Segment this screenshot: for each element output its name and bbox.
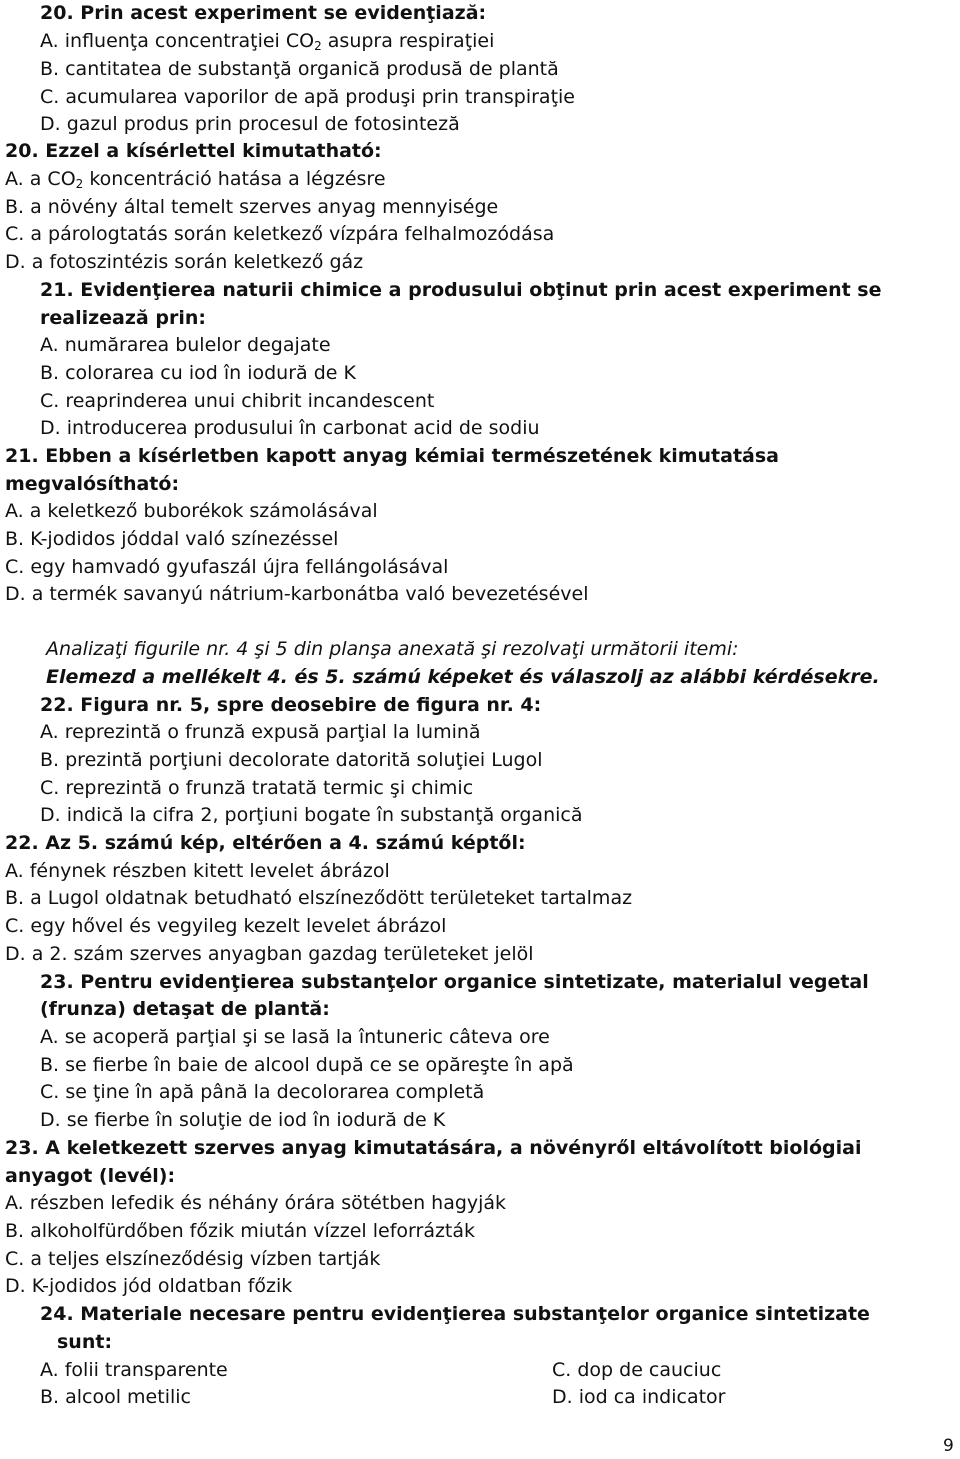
question-21-hu-option-a: A. a keletkező buborékok számolásával <box>5 500 378 522</box>
page-number: 9 <box>943 1436 954 1456</box>
question-22-ro-option-b: B. prezintă porţiuni decolorate datorită soluţiei Lugol <box>40 749 543 771</box>
instructions-hu: Elemezd a mellékelt 4. és 5. számú képeket és válaszolj az alábbi kérdésekre. <box>46 666 880 688</box>
question-24-ro-option-b: B. alcool metilic <box>40 1386 191 1408</box>
question-22-hu-option-a: A. fénynek részben kitett levelet ábrázol <box>5 860 390 882</box>
question-21-hu-heading-line2: megvalósítható: <box>5 473 180 495</box>
question-21-hu-option-d: D. a termék savanyú nátrium-karbonátba való bevezetésével <box>5 583 589 605</box>
question-23-hu-option-d: D. K-jodidos jód oldatban főzik <box>5 1275 293 1297</box>
question-20-hu-option-c: C. a párologtatás során keletkező vízpára felhalmozódása <box>5 223 555 245</box>
question-23-hu-option-b: B. alkoholfürdőben főzik miután vízzel leforrázták <box>5 1220 476 1242</box>
question-22-hu-option-c: C. egy hővel és vegyileg kezelt levelet ábrázol <box>5 915 447 937</box>
question-22-hu-heading: 22. Az 5. számú kép, eltérően a 4. számú képtől: <box>5 832 526 854</box>
question-22-hu-option-d: D. a 2. szám szerves anyagban gazdag területeket jelöl <box>5 943 534 965</box>
question-21-ro-option-c: C. reaprinderea unui chibrit incandescent <box>40 390 435 412</box>
question-24-ro-option-c: C. dop de cauciuc <box>552 1359 722 1381</box>
question-21-hu-option-b: B. K-jodidos jóddal való színezéssel <box>5 528 339 550</box>
question-23-hu-heading-line1: 23. A keletkezett szerves anyag kimutatására, a növényről eltávolított biológiai <box>5 1137 862 1159</box>
question-20-hu-option-a: A. a $CO_2$ koncentráció hatása a légzésre <box>5 168 386 191</box>
question-21-ro-heading-line1: 21. Evidenţierea naturii chimice a produsului obţinut prin acest experiment se <box>40 279 882 301</box>
question-24-ro-heading-line2: sunt: <box>57 1331 113 1353</box>
question-21-hu-heading-line1: 21. Ebben a kísérletben kapott anyag kémiai természetének kimutatása <box>5 445 779 467</box>
question-20-hu-option-d: D. a fotoszintézis során keletkező gáz <box>5 251 364 273</box>
question-23-hu-option-a: A. részben lefedik és néhány órára sötétben hagyják <box>5 1192 507 1214</box>
question-21-ro-heading-line2: realizează prin: <box>40 307 206 329</box>
question-23-ro-option-b: B. se fierbe în baie de alcool după ce se opăreşte în apă <box>40 1054 574 1076</box>
question-23-ro-option-c: C. se ţine în apă până la decolorarea completă <box>40 1081 485 1103</box>
question-24-ro-heading-line1: 24. Materiale necesare pentru evidenţierea substanţelor organice sintetizate <box>40 1303 870 1325</box>
question-21-hu-option-c: C. egy hamvadó gyufaszál újra fellángolásával <box>5 556 449 578</box>
question-24-ro-option-a: A. folii transparente <box>40 1359 228 1381</box>
question-22-ro-option-c: C. reprezintă o frunză tratată termic şi chimic <box>40 777 474 799</box>
question-21-ro-option-d: D. introducerea produsului în carbonat acid de sodiu <box>40 417 540 439</box>
question-20-ro-option-c: C. acumularea vaporilor de apă produşi prin transpiraţie <box>40 86 575 108</box>
question-20-hu-option-b: B. a növény által temelt szerves anyag mennyisége <box>5 196 499 218</box>
question-20-ro-option-d: D. gazul produs prin procesul de fotosinteză <box>40 113 460 135</box>
question-23-ro-heading-line1: 23. Pentru evidenţierea substanţelor organice sintetizate, materialul vegetal <box>40 971 869 993</box>
question-20-hu-heading: 20. Ezzel a kísérlettel kimutatható: <box>5 140 382 162</box>
question-21-ro-option-a: A. numărarea bulelor degajate <box>40 334 331 356</box>
question-20-ro-option-a: A. influenţa concentraţiei $CO_2$ asupra respiraţiei <box>40 30 495 53</box>
question-23-hu-option-c: C. a teljes elszíneződésig vízben tartják <box>5 1248 381 1270</box>
question-24-ro-option-d: D. iod ca indicator <box>552 1386 726 1408</box>
question-22-hu-option-b: B. a Lugol oldatnak betudható elszíneződött területeket tartalmaz <box>5 887 633 909</box>
question-23-ro-heading-line2: (frunza) detaşat de plantă: <box>40 998 330 1020</box>
question-22-ro-heading: 22. Figura nr. 5, spre deosebire de figura nr. 4: <box>40 694 542 716</box>
instructions-ro: Analizaţi figurile nr. 4 şi 5 din planşa anexată şi rezolvaţi următorii itemi: <box>46 638 739 660</box>
question-20-ro-heading: 20. Prin acest experiment se evidenţiază: <box>40 2 487 24</box>
question-22-ro-option-d: D. indică la cifra 2, porţiuni bogate în substanţă organică <box>40 804 583 826</box>
question-23-ro-option-d: D. se fierbe în soluţie de iod în iodură de K <box>40 1109 446 1131</box>
question-23-hu-heading-line2: anyagot (levél): <box>5 1165 176 1187</box>
question-23-ro-option-a: A. se acoperă parţial şi se lasă la întuneric câteva ore <box>40 1026 550 1048</box>
question-22-ro-option-a: A. reprezintă o frunză expusă parţial la lumină <box>40 721 481 743</box>
question-20-ro-option-b: B. cantitatea de substanţă organică produsă de plantă <box>40 58 559 80</box>
question-21-ro-option-b: B. colorarea cu iod în iodură de K <box>40 362 356 384</box>
